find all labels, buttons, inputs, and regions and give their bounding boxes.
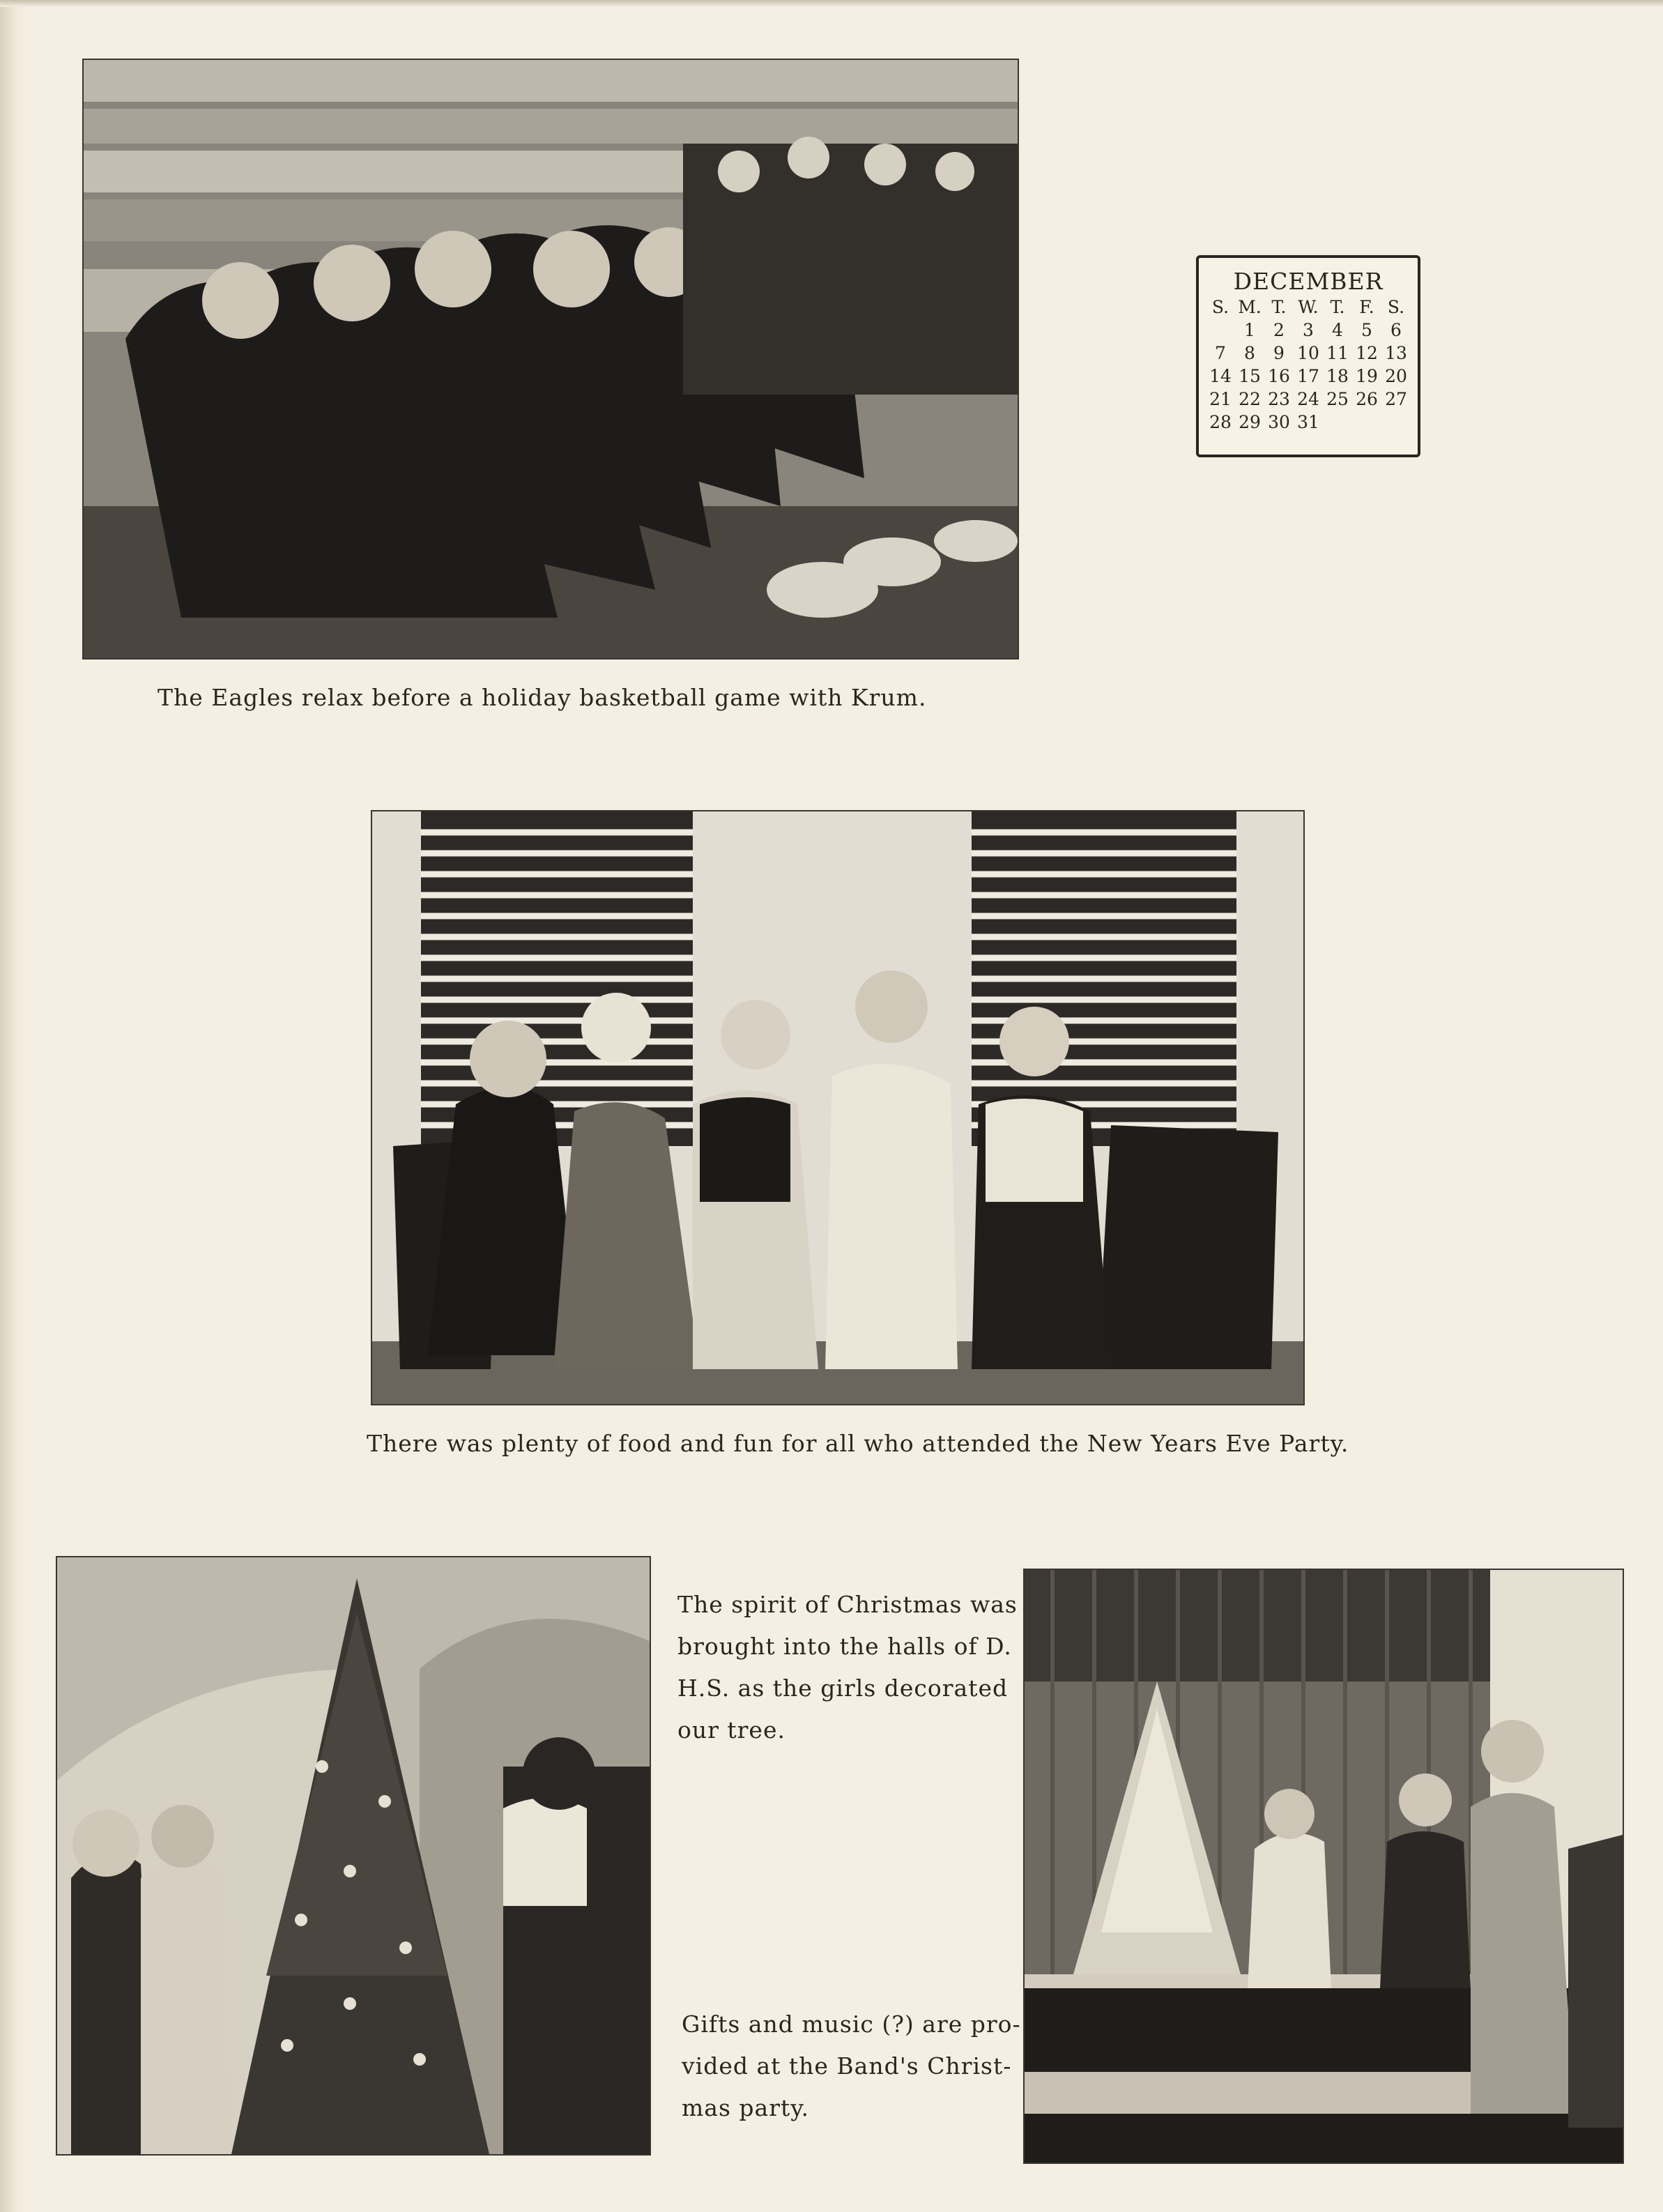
- calendar-date: [1323, 411, 1352, 433]
- spirit-of-christmas-text: [677, 1584, 1018, 1751]
- eagles-caption: The Eagles relax before a holiday basketball game with Krum.: [158, 684, 927, 711]
- calendar-date: 24: [1297, 389, 1319, 409]
- calendar-date: 31: [1297, 412, 1319, 432]
- calendar-day-header: M.: [1238, 297, 1262, 317]
- page-binding-edge: [0, 0, 25, 2212]
- calendar-date: 17: [1297, 366, 1319, 386]
- spirit-text-line: H.S. as the girls decorated: [677, 1675, 1009, 1702]
- band-party-text: [682, 2004, 1021, 2129]
- calendar-date: 9: [1273, 343, 1285, 363]
- tree-photo: [56, 1556, 651, 2156]
- calendar-day-header: S.: [1387, 297, 1405, 317]
- calendar-date: 23: [1268, 389, 1290, 409]
- calendar-day-header: S.: [1211, 297, 1229, 317]
- band-text-line: Gifts and music (?) are pro-: [682, 2011, 1021, 2038]
- calendar-date: [1352, 411, 1381, 433]
- calendar-date: 6: [1390, 320, 1402, 340]
- calendar-date: 28: [1209, 412, 1232, 432]
- calendar-date: 30: [1268, 412, 1290, 432]
- calendar-date: 10: [1297, 343, 1319, 363]
- calendar-date: [1206, 319, 1235, 341]
- calendar-date: 21: [1209, 389, 1232, 409]
- calendar-date: 12: [1356, 343, 1378, 363]
- band-party-photo: [1023, 1569, 1624, 2164]
- calendar-date: 18: [1326, 366, 1349, 386]
- calendar-date: 20: [1385, 366, 1407, 386]
- calendar-grid: [1206, 296, 1411, 433]
- calendar-date: 7: [1215, 343, 1226, 363]
- calendar-date: 3: [1303, 320, 1314, 340]
- calendar-date: 15: [1239, 366, 1261, 386]
- spirit-text-line: brought into the halls of D.: [677, 1633, 1012, 1660]
- band-text-line: vided at the Band's Christ-: [682, 2052, 1012, 2080]
- calendar-date: 26: [1356, 389, 1378, 409]
- calendar-date: 8: [1244, 343, 1255, 363]
- calendar-day-header: F.: [1359, 297, 1374, 317]
- calendar-date: [1381, 411, 1411, 433]
- december-calendar: [1196, 255, 1420, 457]
- party-caption: There was plenty of food and fun for all who attended the New Years Eve Party.: [367, 1430, 1349, 1457]
- spirit-text-line: our tree.: [677, 1716, 785, 1744]
- calendar-date: 13: [1385, 343, 1407, 363]
- party-photo: [371, 810, 1305, 1405]
- calendar-date: 27: [1385, 389, 1407, 409]
- calendar-date: 14: [1209, 366, 1232, 386]
- calendar-date: 2: [1273, 320, 1285, 340]
- band-text-line: mas party.: [682, 2094, 809, 2121]
- calendar-date: 29: [1239, 412, 1261, 432]
- eagles-photo: [82, 59, 1019, 659]
- calendar-day-header: T.: [1271, 297, 1287, 317]
- calendar-date: 1: [1244, 320, 1255, 340]
- calendar-day-header: T.: [1330, 297, 1345, 317]
- calendar-month: DECEMBER: [1233, 268, 1384, 295]
- calendar-date: 5: [1361, 320, 1372, 340]
- calendar-date: 4: [1332, 320, 1343, 340]
- calendar-date: 11: [1326, 343, 1349, 363]
- calendar-date: 25: [1326, 389, 1349, 409]
- calendar-date: 19: [1356, 366, 1378, 386]
- calendar-date: 22: [1239, 389, 1261, 409]
- calendar-date: 16: [1268, 366, 1290, 386]
- page-top-edge: [0, 0, 1663, 7]
- spirit-text-line: The spirit of Christmas was: [677, 1591, 1018, 1618]
- calendar-day-header: W.: [1298, 297, 1319, 317]
